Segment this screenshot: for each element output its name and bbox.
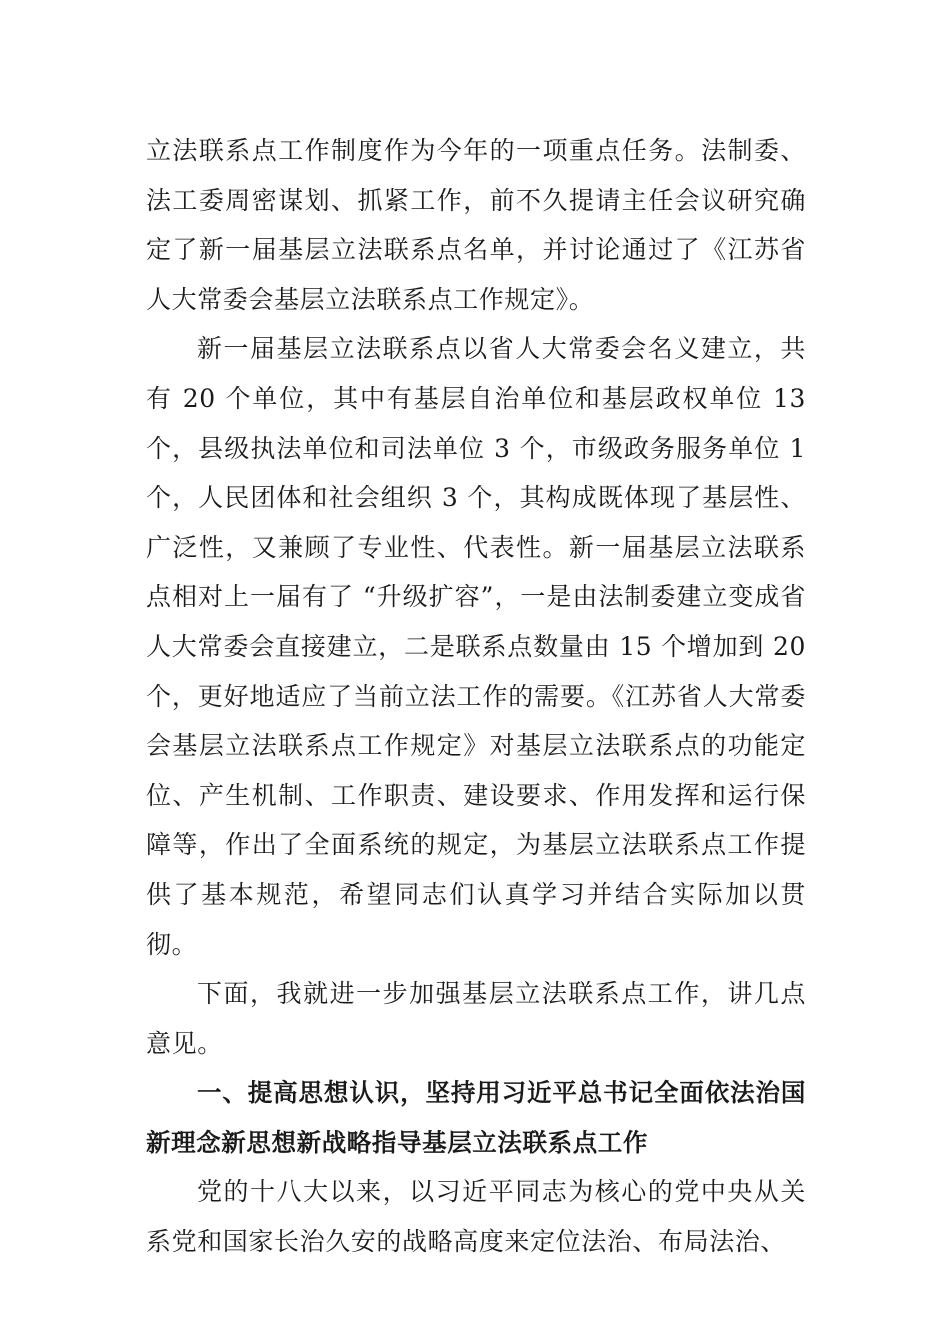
document-body [146,126,806,1267]
paragraph-continuation: 立法联系点工作制度作为今年的一项重点任务。法制委、法工委周密谋划、抓紧工作，前不久提请主任会议研究确定了新一届基层立法联系点名单，并讨论通过了《江苏省人大常委会基层立法联系点工作规定》。 [146,136,806,314]
paragraph-member-composition: 新一届基层立法联系点以省人大常委会名义建立，共有 20 个单位，其中有基层自治单位和基层政权单位 13 个，县级执法单位和司法单位 3 个，市级政务服务单位 1 个，人民团体和社会组织 3 个，其构成既体现了基层性、广泛性，又兼顾了专业性、代表性。新一届基层立法联系点相对上一届有了 “升级扩容”，一是由法制委建立变成省人大常委会直接建立，二是联系点数量由 15 个增加到 20 个，更好地适应了当前立法工作的需要。《江苏省人大常委会基层立法联系点工作规定》对基层立法联系点的功能定位、产生机制、工作职责、建设要求、作用发挥和运行保障等，作出了全面系统的规定，为基层立法联系点工作提供了基本规范，希望同志们认真学习并结合实际加以贯彻。 [146,334,806,959]
section-heading-1: 一、提高思想认识，坚持用习近平总书记全面依法治国新理念新思想新战略指导基层立法联系点工作 [146,1078,806,1157]
paragraph-opinions-intro: 下面，我就进一步加强基层立法联系点工作，讲几点意见。 [146,979,806,1058]
paragraph-section-1-body: 党的十八大以来，以习近平同志为核心的党中央从关系党和国家长治久安的战略高度来定位法治、布局法治、 [146,1177,806,1257]
